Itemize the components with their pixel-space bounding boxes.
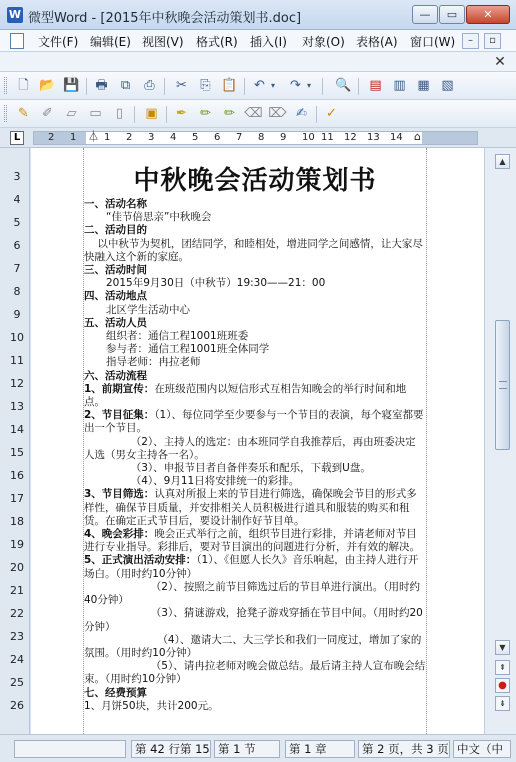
menu-file[interactable]: 文件(F) [38,35,79,49]
window-title: 微型Word - [2015年中秋晚会活动策划书.doc] [28,11,302,26]
ruler-row [0,128,516,148]
marker-icon[interactable]: ✏ [200,106,211,121]
print-preview-icon[interactable]: ⎙ [144,78,155,93]
menu-edit[interactable]: 编辑(E) [90,35,131,49]
pdf-export-icon[interactable]: ⧉ [120,78,131,93]
document-line [84,383,426,409]
sign-icon[interactable]: ✓ [326,106,337,121]
next-page-button[interactable]: ⇟ [495,696,510,711]
copy-icon[interactable]: ⎘ [200,78,211,93]
outline-view-icon[interactable]: ▦ [417,78,430,93]
document-line: （2）、按照之前节目筛选过后的节目单进行演出。（用时约40分钟） [84,580,420,607]
normal-view-icon[interactable]: ▥ [393,78,406,93]
document-line: 五、活动人员 [84,316,147,329]
select-browse-object-button[interactable]: ● [495,678,510,693]
document-line: 四、活动地点 [84,290,147,303]
menu-table[interactable]: 表格(A) [356,35,398,49]
document-line: 七、经费预算 [84,686,147,699]
find-icon[interactable]: 🔍 [335,78,352,93]
document-line [84,409,426,435]
doc-minimize-button[interactable]: – [462,33,479,49]
document-line-label: 4、晚会彩排： [84,528,155,541]
close-doc-icon[interactable]: ✕ [494,54,506,70]
document-line-text: 晚会正式举行之前，组织节目进行彩排，并请老师对节目进行专业指导。彩排后，要对节目演出的问题进行分析，并有效的解决。 [84,528,420,554]
toolbar-close-row [0,52,516,72]
document-area[interactable] [31,148,484,734]
redo-dropdown-icon[interactable]: ▾ [306,81,311,90]
doc-restore-button[interactable]: ▫ [484,33,501,49]
review-toolbar [0,100,516,128]
document-line: 北区学生活动中心 [106,303,190,316]
status-blank [14,740,126,758]
document-line-text: 认真对所报上来的节目进行筛选，确保晚会节目的形式多样性，确保节目质量，并安排相关人员积极进行道具和服装的购买和租赁。在确定正式节目后，要设计制作好节目单。 [84,488,417,527]
word-app-icon: W [8,8,22,21]
close-button[interactable]: ✕ [466,5,510,24]
document-line [84,554,426,580]
page-width-icon[interactable]: ▤ [369,78,382,93]
document-line: （4）、9月11日将安排统一的彩排。 [84,475,300,488]
document-line: 1、月饼50块，共计200元。 [84,699,219,712]
undo-icon[interactable]: ↶ [254,78,265,93]
menu-insert[interactable]: 插入(I) [250,35,287,49]
edit-note-icon[interactable]: ✍ [296,106,307,121]
eraser-alt-icon[interactable]: ⌦ [268,106,287,121]
document-line: （3）、申报节目者自备伴奏乐和配乐，下载到U盘。 [84,462,371,475]
new-document-icon[interactable]: 🗋 [18,78,29,93]
scroll-down-button[interactable]: ▼ [495,640,510,655]
eraser-icon[interactable]: ⌫ [244,106,263,121]
menu-object[interactable]: 对象(O) [302,35,345,49]
document-body[interactable] [84,164,426,713]
title-bar [0,0,516,30]
left-indent-marker[interactable]: ⏃ [88,130,99,143]
document-icon[interactable] [10,33,24,49]
document-line-text: （1）、每位同学至少要参与一个节目的表演，每个寝室都要出一个节目。 [84,409,424,435]
edit-pencil-icon[interactable]: ✎ [18,106,29,121]
menu-bar [0,30,516,52]
standard-toolbar [0,72,516,100]
doc-outline-icon[interactable]: ▱ [66,106,77,121]
menu-view[interactable]: 视图(V) [142,35,184,49]
save-icon[interactable]: 💾 [63,78,80,93]
undo-dropdown-icon[interactable]: ▾ [270,81,275,90]
document-line: 一、活动名称 [84,198,147,210]
scroll-thumb[interactable] [495,320,510,450]
status-chapter: 第 1 章 [285,740,355,758]
highlight-pen-icon[interactable]: ✒ [176,106,187,121]
previous-page-button[interactable]: ⇞ [495,660,510,675]
status-row-col: 第 42 行第 15 [131,740,211,758]
document-line: 2015年9月30日（中秋节）19:30——21：00 [106,277,326,290]
document-line-label: 5、正式演出活动安排： [84,554,197,567]
document-line [84,488,426,528]
document-line-text: 在班级范围内以短信形式互相告知晚会的举行时间和地点。 [84,382,407,409]
document-title: 中秋晚会活动策划书 [133,166,377,196]
toolbar-grip[interactable] [4,105,7,122]
document-line: 三、活动时间 [84,264,147,277]
status-section: 第 1 节 [214,740,280,758]
redo-icon[interactable]: ↷ [290,78,301,93]
scroll-up-button[interactable]: ▲ [495,154,510,169]
tab-stop-selector[interactable]: L [10,131,24,145]
vertical-ruler[interactable]: 3 4 5 6 7 8 9 10 11 12 13 14 15 16 17 18 19 20 21 22 23 24 25 26 [0,148,30,734]
maximize-button[interactable]: ▭ [439,5,465,24]
status-language: 中文（中 [453,740,511,758]
document-line: 组织者：通信工程1001班班委 [106,330,249,343]
document-line-label: 1、前期宣传： [84,382,155,395]
document-line: 指导老师：冉拉老师 [106,356,201,369]
document-line: “佳节倍思亲”中秋晚会 [106,211,212,224]
print-icon[interactable]: 🖶 [95,78,108,93]
menu-format[interactable]: 格式(R) [196,35,238,49]
document-line-text: （1）、《但愿人长久》音乐响起，由主持人进行开场白。（用时约10分钟） [84,554,419,580]
status-bar [0,734,516,762]
doc-blank-icon[interactable]: ▯ [115,106,124,121]
document-line: 以中秋节为契机，团结同学，和睦相处，增进同学之间感情，让大家尽快融入这个新的家庭。 [84,237,423,263]
status-page: 第 2 页，共 3 页 [358,740,450,758]
cut-icon[interactable]: ✂ [176,78,187,93]
document-line: （5）、请冉拉老师对晚会做总结。最后请主持人宣布晚会结束。（用时约10分钟） [84,660,426,686]
toolbar-grip[interactable] [4,77,7,94]
document-line [84,528,426,554]
marker-green-icon[interactable]: ✏ [224,106,235,121]
document-line: 二、活动目的 [84,224,147,237]
minimize-button[interactable]: — [412,5,438,24]
open-folder-icon[interactable]: 📂 [39,78,56,93]
edit-doc-icon[interactable]: ✐ [42,106,53,121]
document-line: （4）、邀请大二、大三学长和我们一同度过，增加了家的氛围。（用时约10分钟） [84,633,422,659]
reading-view-icon[interactable]: ▧ [441,78,454,93]
paste-icon[interactable]: 📋 [221,78,238,93]
doc-copy-icon[interactable]: ▭ [89,106,102,121]
document-line: 六、活动流程 [84,369,147,382]
document-line-label: 3、节目筛选： [84,488,155,501]
menu-window[interactable]: 窗口(W) [410,35,456,49]
horizontal-ruler[interactable]: 2 1 ⏃ 1 2 3 4 5 6 7 8 9 10 11 12 13 14 ⌂ [33,131,478,145]
document-line: （3）、猜谜游戏，抢凳子游戏穿插在节目中间。（用时约20分钟） [84,607,423,633]
document-line-label: 2、节目征集： [84,409,155,422]
document-line: （2）、主持人的选定：由本班同学自我推荐后，再由班委决定人选（男女主持各一名）。 [84,435,416,461]
document-line: 参与者：通信工程1001班全体同学 [106,343,270,356]
right-indent-marker[interactable]: ⌂ [414,130,421,143]
insert-object-icon[interactable]: ▣ [145,106,158,121]
vertical-scrollbar[interactable] [484,148,516,734]
